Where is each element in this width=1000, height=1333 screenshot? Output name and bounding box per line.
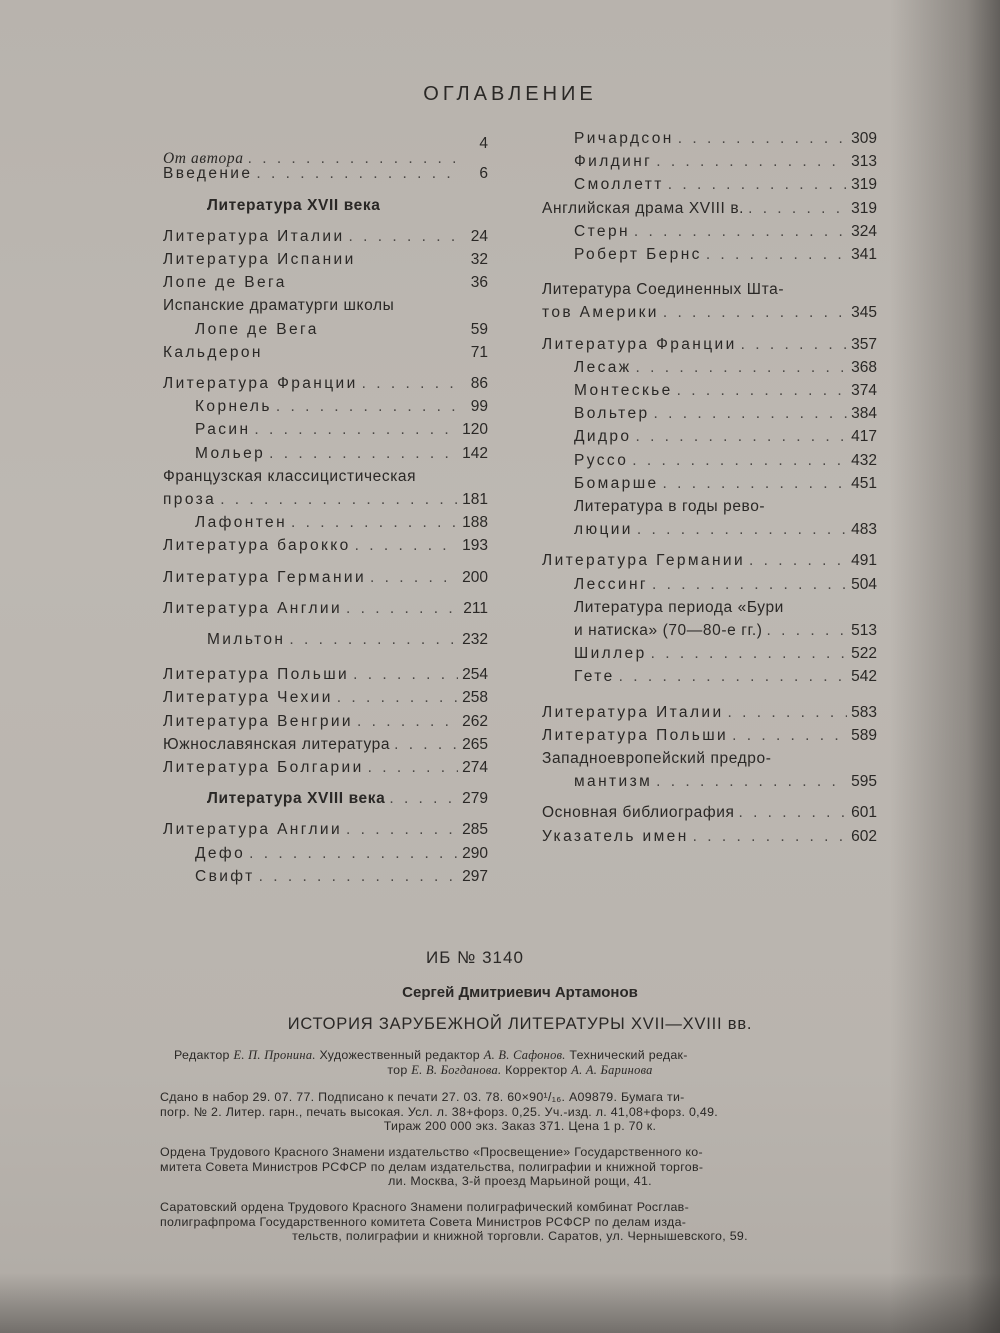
toc-row: [163, 710, 488, 733]
toc-page: 309: [851, 130, 877, 147]
toc-row: [542, 701, 877, 724]
toc-page: 297: [462, 867, 488, 885]
toc-title: Литература Англии: [163, 821, 343, 839]
toc-page: 602: [851, 827, 877, 845]
toc-title: Мильтон: [207, 631, 286, 649]
toc-page: 601: [851, 804, 877, 822]
toc-page: 357: [851, 335, 877, 353]
toc-title: От автора: [163, 150, 244, 168]
toc-title: Литература Соединенных Шта-: [542, 281, 785, 299]
toc-row: [542, 356, 877, 379]
toc-page: 86: [470, 375, 488, 393]
toc-row: [542, 197, 877, 220]
toc-title: Свифт: [195, 867, 255, 885]
toc-row: [542, 747, 877, 770]
toc-page: 258: [462, 689, 488, 707]
toc-title: Лесаж: [574, 358, 632, 376]
toc-row: [163, 418, 488, 441]
toc-page: 491: [851, 552, 877, 570]
toc-row: [542, 127, 877, 150]
toc-row: [163, 756, 488, 779]
toc-row: [542, 495, 877, 518]
toc-page: 99: [470, 398, 488, 416]
toc-row: [542, 573, 877, 596]
toc-page: 483: [851, 521, 877, 539]
toc-page: 36: [470, 274, 488, 292]
toc-row: [163, 663, 488, 686]
toc-page: 279: [462, 790, 488, 808]
toc-page: 319: [851, 199, 877, 217]
toc-row: [163, 465, 488, 488]
toc-row: [542, 173, 877, 196]
toc-row: [163, 511, 488, 534]
toc-title: Мольер: [195, 444, 266, 462]
toc-page: 24: [470, 227, 488, 245]
toc-page: 595: [851, 773, 877, 791]
toc-page: 274: [462, 759, 488, 777]
toc-page: 368: [851, 358, 877, 376]
toc-row: [542, 596, 877, 619]
toc-row: [163, 341, 488, 364]
toc-title: Литература периода «Бури: [574, 598, 784, 616]
toc-page: 290: [462, 844, 488, 862]
toc-title: Ричардсон: [574, 130, 674, 147]
ib-number: ИБ № 3140: [426, 948, 524, 967]
toc-page: 504: [851, 575, 877, 593]
toc-row: [542, 333, 877, 356]
toc-page: 285: [462, 821, 488, 839]
toc-page: 384: [851, 405, 877, 423]
toc-row: [542, 220, 877, 243]
toc-row: [163, 318, 488, 341]
toc-row: [542, 472, 877, 495]
toc-right-column: [542, 127, 877, 848]
toc-row: [163, 566, 488, 589]
toc-section-heading: Литература XVII века: [207, 196, 381, 214]
toc-page: 188: [462, 514, 488, 532]
toc-page: 451: [851, 474, 877, 492]
toc-page: 319: [851, 176, 877, 194]
toc-page: 513: [851, 622, 877, 640]
editors-block: Редактор Е. П. Пронина. Художественный редактор А. В. Сафонов. Технический редак- тор Е. В. Богданова. Корректор А. А. Баринова: [174, 1048, 688, 1077]
toc-title: Литература в годы рево-: [574, 498, 766, 516]
toc-row: [163, 248, 488, 271]
book-author: Сергей Дмитриевич Артамонов: [402, 984, 638, 1001]
toc-title: Литература Германии: [542, 552, 746, 570]
toc-row: [163, 686, 488, 709]
toc-title: Корнель: [195, 398, 272, 416]
toc-row: [163, 534, 488, 557]
toc-page: 232: [462, 631, 488, 649]
toc-page: 542: [851, 668, 877, 686]
toc-title: Лессинг: [574, 575, 648, 593]
toc-row: [163, 865, 488, 888]
toc-title: проза: [163, 491, 217, 509]
toc-title: Литература Польши: [542, 726, 729, 744]
toc-page: 589: [851, 726, 877, 744]
toc-row: [542, 150, 877, 173]
toc-row: [542, 549, 877, 572]
printing-details: Сдано в набор 29. 07. 77. Подписано к печати 27. 03. 78. 60×90¹/₁₆. А09879. Бумага ти- погр. № 2. Литер. гарн., печать высокая. Усл. л. 38+форз. 0,25. Уч.-изд. л. 41,08+форз. 0,49. Тираж 200 000 экз. Заказ 371. Цена 1 р. 70 к.: [160, 1090, 719, 1134]
toc-page: 522: [851, 645, 877, 663]
toc-title: Кальдерон: [163, 343, 263, 361]
toc-page: 6: [479, 165, 488, 183]
toc-title: Литература Испании: [163, 251, 356, 269]
toc-page: 432: [851, 451, 877, 469]
toc-title: Шиллер: [574, 645, 647, 663]
toc-title: Вольтер: [574, 405, 650, 423]
toc-row: [542, 402, 877, 425]
toc-row: [542, 724, 877, 747]
toc-title: Французская классицистическая: [163, 467, 417, 485]
toc-title: Литература Германии: [163, 568, 367, 586]
toc-page: 417: [851, 428, 877, 446]
toc-page: 341: [851, 246, 877, 264]
toc-title: Монтескье: [574, 382, 673, 400]
toc-row: [542, 665, 877, 688]
page-edge-shadow: [890, 0, 1000, 1333]
toc-row: [163, 395, 488, 418]
toc-title: Дефо: [195, 844, 246, 862]
toc-title: Лопе де Вега: [163, 274, 287, 292]
toc-title: Литература Венгрии: [163, 712, 353, 730]
toc-title: Роберт Бернс: [574, 246, 702, 264]
toc-title: Испанские драматурги школы: [163, 297, 395, 315]
toc-title: Литература Польши: [163, 666, 350, 684]
toc-row: [163, 628, 488, 651]
toc-page: 120: [462, 421, 488, 439]
toc-title: Лафонтен: [195, 514, 288, 532]
toc-row: [163, 733, 488, 756]
toc-title: Английская драма XVIII в.: [542, 199, 745, 217]
toc-page: 211: [463, 599, 488, 617]
toc-row: [542, 801, 877, 824]
toc-title: Литература Англии: [163, 599, 343, 617]
toc-title: Руссо: [574, 451, 629, 469]
toc-row: [542, 379, 877, 402]
toc-row: [163, 818, 488, 841]
page-title: ОГЛАВЛЕНИЕ: [423, 83, 597, 105]
toc-row: [542, 243, 877, 266]
toc-page: 200: [462, 568, 488, 586]
printing-plant-info: Саратовский ордена Трудового Красного Знамени полиграфический комбинат Росглав- полиграфпрома Государственного комитета Совета Министров РСФСР по делам изда- тельств, полиграфии и книжной торговли. Саратов, ул. Чернышевского, 59.: [160, 1200, 748, 1244]
toc-title: Стерн: [574, 222, 630, 240]
toc-row: [542, 425, 877, 448]
toc-row: [542, 518, 877, 541]
toc-page: 345: [851, 304, 877, 322]
page-bottom-shadow: [0, 1273, 1000, 1333]
toc-title: Смоллетт: [574, 176, 664, 194]
toc-title: Южнославянская литература: [163, 735, 391, 753]
toc-page: 193: [462, 537, 488, 555]
toc-page: 265: [462, 735, 488, 753]
toc-title: Литература Болгарии: [163, 759, 364, 777]
toc-row: [163, 442, 488, 465]
toc-page: 71: [470, 343, 488, 361]
toc-title: Литература Италии: [163, 227, 345, 245]
toc-title: Бомарше: [574, 474, 659, 492]
toc-row: [542, 449, 877, 472]
toc-title: Литература барокко: [163, 537, 351, 555]
toc-page: 59: [470, 320, 488, 338]
toc-title: Лопе де Вега: [195, 320, 319, 338]
toc-title: Литература Франции: [163, 375, 358, 393]
toc-row: [542, 642, 877, 665]
toc-title: Литература Италии: [542, 703, 724, 721]
toc-page: 181: [462, 491, 488, 509]
toc-section-heading: Литература XVIII века . . . 279: [163, 787, 488, 810]
toc-row: [163, 271, 488, 294]
toc-title: Литература Чехии: [163, 689, 333, 707]
toc-title: Введение: [163, 165, 253, 183]
toc-row: [163, 597, 488, 620]
publisher-info: Ордена Трудового Красного Знамени издательство «Просвещение» Государственного ко- митета Совета Министров РСФСР по делам издательства, полиграфии и книжной торгов- ли. Москва, 3-й проезд Марьиной рощи, 41.: [160, 1145, 704, 1189]
toc-title: мантизм: [574, 773, 653, 791]
toc-row: [542, 825, 877, 848]
toc-row: [163, 842, 488, 865]
toc-title: Западноевропейский предро-: [542, 750, 772, 768]
toc-title: и натиска» (70—80-е гг.): [574, 622, 763, 640]
toc-page: 142: [462, 444, 488, 462]
toc-row: [542, 278, 877, 301]
toc-row: [163, 162, 488, 185]
book-title: ИСТОРИЯ ЗАРУБЕЖНОЙ ЛИТЕРАТУРЫ XVII—XVIII вв.: [287, 1015, 753, 1033]
toc-row: [542, 301, 877, 324]
toc-left-column: [163, 132, 488, 888]
toc-page: 324: [851, 222, 877, 240]
toc-title: Указатель имен: [542, 827, 689, 845]
toc-title: Литература Франции: [542, 335, 737, 353]
toc-row: [163, 294, 488, 317]
toc-title: Гете: [574, 668, 615, 686]
toc-title: Основная библиография: [542, 804, 735, 822]
toc-title: люции: [574, 521, 633, 539]
toc-page: 313: [851, 153, 877, 171]
toc-row: [163, 488, 488, 511]
toc-row: [542, 619, 877, 642]
toc-page: 254: [462, 666, 488, 684]
toc-row: [163, 372, 488, 395]
toc-row: [542, 770, 877, 793]
toc-page: 32: [470, 251, 488, 269]
toc-page: 583: [851, 703, 877, 721]
toc-title: Расин: [195, 421, 251, 439]
toc-title: тов Америки: [542, 304, 659, 322]
toc-page: 262: [462, 712, 488, 730]
toc-title: Филдинг: [574, 153, 653, 171]
toc-row: [163, 225, 488, 248]
toc-page: 374: [851, 382, 877, 400]
toc-page: 4: [479, 135, 488, 152]
toc-title: Дидро: [574, 428, 632, 446]
